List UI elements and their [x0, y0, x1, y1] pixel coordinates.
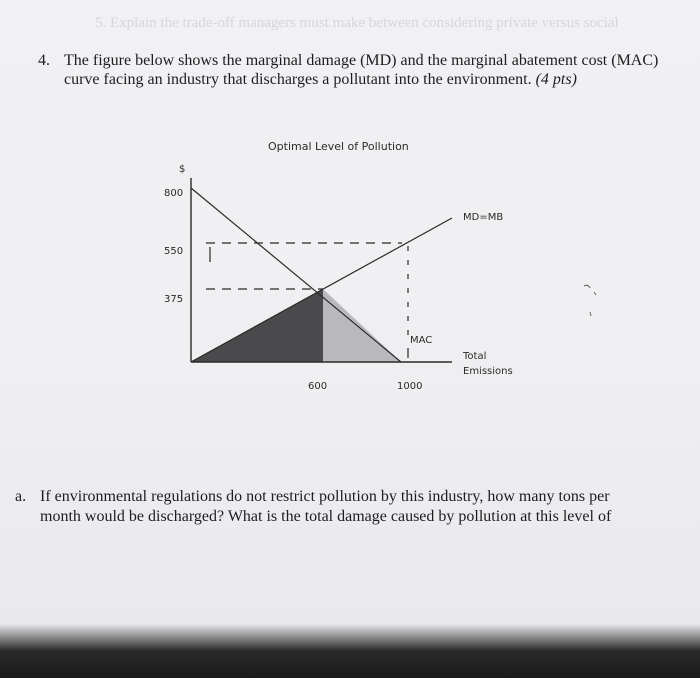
subquestion-line-2: month would be discharged? What is the total damage caused by pollution at this level of [40, 508, 612, 525]
light-shaded-area [323, 289, 401, 362]
x-axis-label-line1: Total [463, 351, 487, 362]
faded-background-text: 5. Explain the trade-off managers must make between considering private versus social [95, 15, 619, 31]
stray-mark [584, 285, 596, 316]
md-curve-label: MD=MB [463, 212, 504, 223]
subquestion-text [40, 487, 700, 527]
subquestion-label: a. [15, 488, 27, 505]
y-tick-550: 550 [164, 246, 184, 257]
y-axis-symbol: $ [179, 164, 186, 175]
y-tick-375: 375 [164, 294, 184, 305]
x-tick-600: 600 [308, 381, 328, 392]
question-number: 4. [38, 52, 50, 69]
x-axis-label-line2: Emissions [463, 366, 513, 377]
y-tick-800: 800 [164, 188, 184, 199]
mac-curve-label: MAC [410, 335, 433, 346]
figure-title: Optimal Level of Pollution [268, 140, 409, 153]
question-points: (4 pts) [535, 71, 577, 88]
question-body: The figure below shows the marginal damage (MD) and the marginal abatement cost (MAC) curve facing an industry that discharges a pollutant into the environment. [64, 52, 659, 88]
subquestion-line-1: If environmental regulations do not restrict pollution by this industry, how many tons per [40, 488, 610, 505]
x-tick-1000: 1000 [397, 381, 423, 392]
